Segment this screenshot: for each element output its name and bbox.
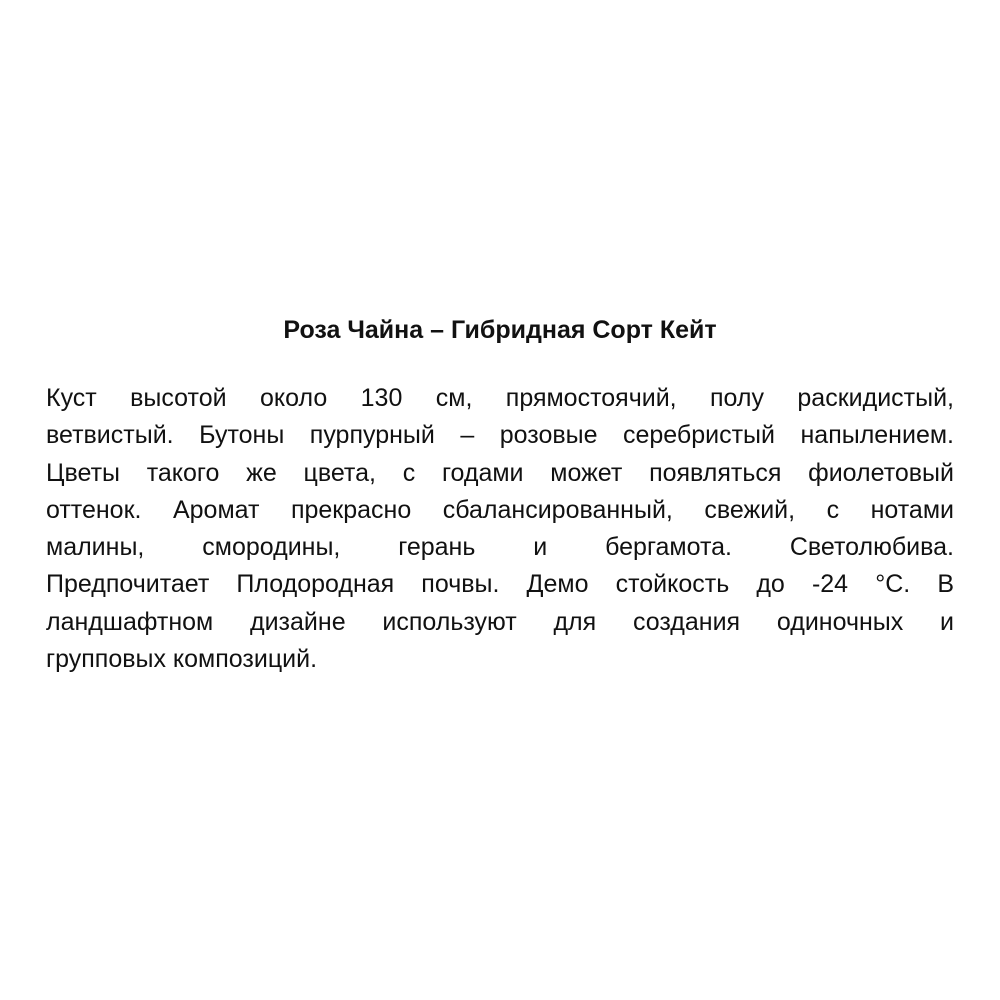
paragraph-line: ветвистый. Бутоны пурпурный – розовые серебристый напылением. [46,421,954,450]
paragraph-line: Цветы такого же цвета, с годами может появляться фиолетовый [46,458,954,487]
paragraph-line: Предпочитает Плодородная почвы. Демо стойкость до -24 °С. В [46,570,954,599]
paragraph-line: групповых композиций. [46,645,318,674]
document-body [46,310,954,678]
paragraph-line: оттенок. Аромат прекрасно сбалансированный, свежий, с нотами [46,495,954,524]
paragraph-line: ландшафтном дизайне используют для создания одиночных и [46,607,954,636]
paragraph-line: малины, смородины, герань и бергамота. Светолюбива. [46,533,954,562]
description-paragraph [46,380,954,678]
paragraph-line: Куст высотой около 130 см, прямостоячий, полу раскидистый, [46,384,954,412]
document-title: Роза Чайна – Гибридная Сорт Кейт [283,316,717,344]
